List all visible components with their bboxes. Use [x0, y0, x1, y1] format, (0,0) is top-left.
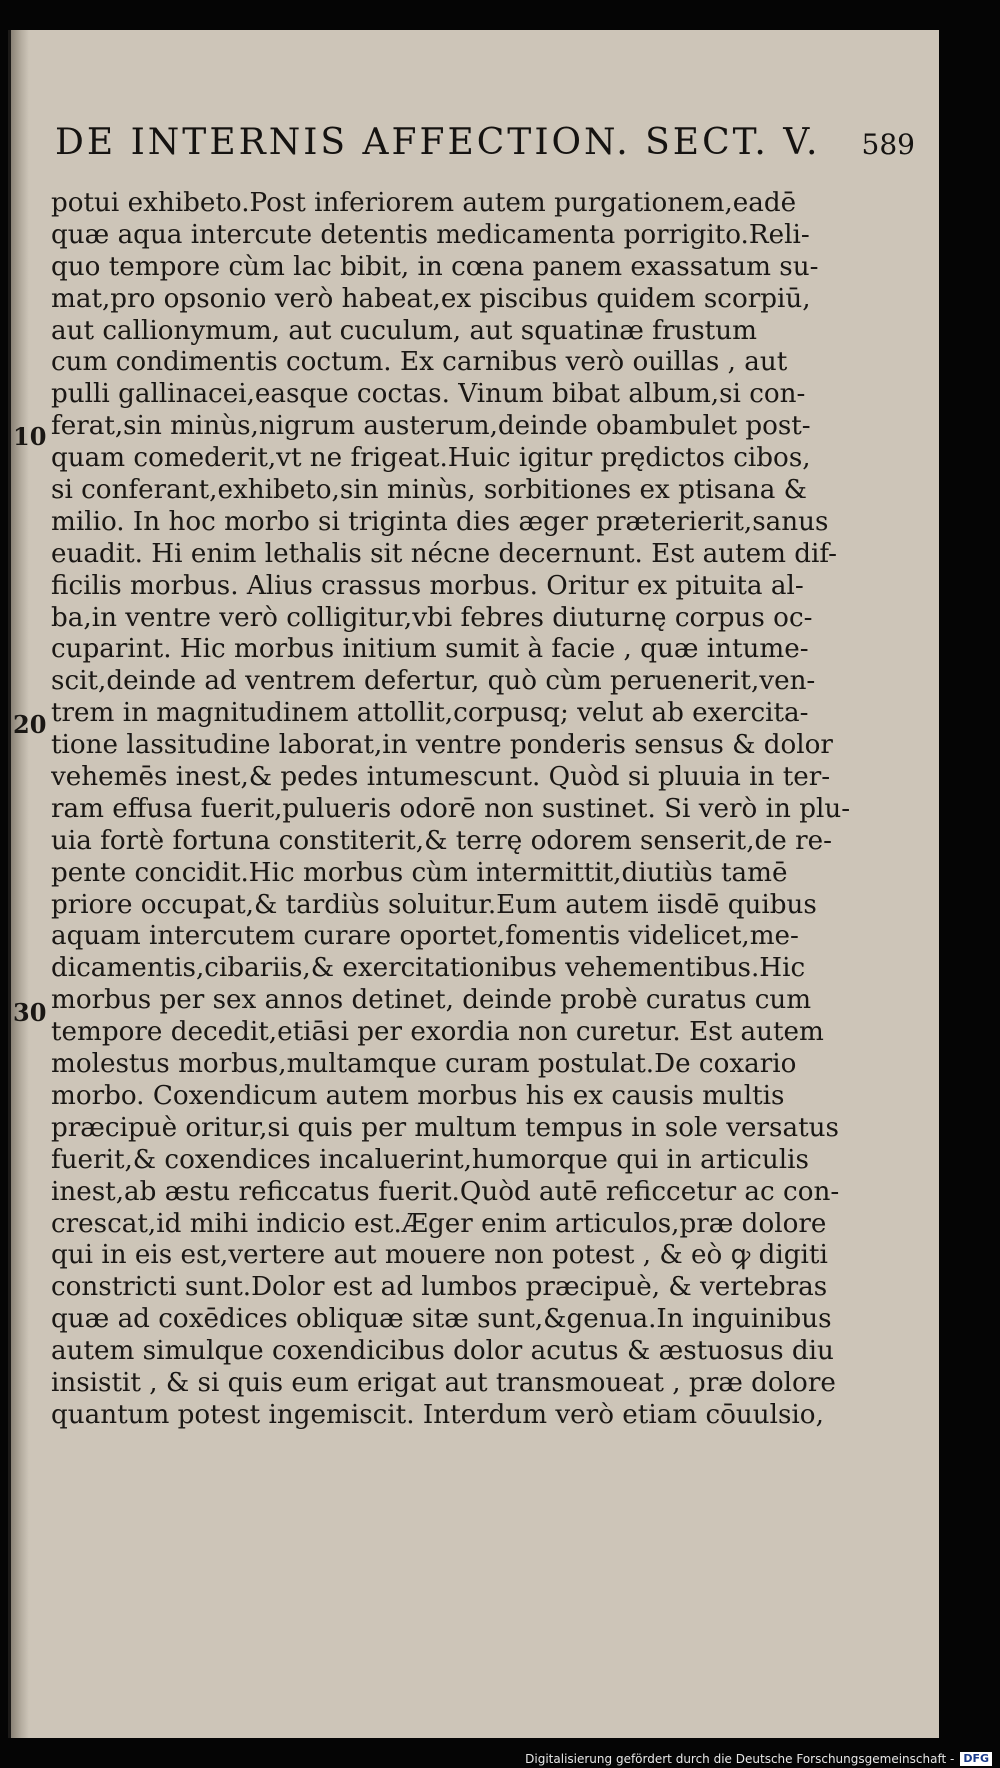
text-line: mat,pro opsonio verò habeat,ex piscibus quidem scorpiū,	[51, 283, 811, 314]
text-line: aquam intercutem curare oportet,fomentis videlicet,me-	[51, 921, 799, 952]
text-line: scit,deinde ad ventrem defertur, quò cùm peruenerit,ven-	[51, 666, 816, 697]
text-line: crescat,id mihi indicio est.Æger enim articulos,præ dolore	[51, 1208, 827, 1239]
text-line: tione lassitudine laborat,in ventre ponderis sensus & dolor	[51, 730, 833, 761]
marginal-line-number: 10	[13, 422, 47, 451]
credit-text: Digitalisierung gefördert durch die Deutsche Forschungsgemeinschaft -	[525, 1752, 955, 1766]
text-line: quæ aqua intercute detentis medicamenta porrigito.Reli-	[51, 219, 810, 250]
text-line: milio. In hoc morbo si triginta dies æger præterierit,sanus	[51, 506, 829, 537]
text-line: quæ ad coxēdices obliquæ sitæ sunt,&genua.In inguinibus	[51, 1304, 832, 1335]
page-number: 589	[861, 128, 915, 161]
text-line: vehemēs inest,& pedes intumescunt. Quòd si pluuia in ter-	[51, 762, 831, 793]
text-line: cuparint. Hic morbus initium sumit à facie , quæ intume-	[51, 634, 809, 665]
text-line: ficilis morbus. Alius crassus morbus. Oritur ex pituita al-	[51, 570, 804, 601]
book-page	[8, 30, 939, 1738]
text-line: potui exhibeto.Post inferiorem autem purgationem,eadē	[51, 188, 797, 218]
text-line: morbus per sex annos detinet, deinde probè curatus cum	[51, 985, 812, 1016]
text-line: trem in magnitudinem attollit,corpusq; velut ab exercita-	[51, 698, 809, 729]
text-line: ferat,sin minùs,nigrum austerum,deinde obambulet post-	[51, 411, 811, 442]
text-line: molestus morbus,multamque curam postulat.De coxario	[51, 1049, 797, 1080]
page-spine-shadow	[11, 30, 29, 1738]
running-header	[55, 122, 915, 182]
digitization-credit	[525, 1752, 992, 1766]
text-line: cum condimentis coctum. Ex carnibus verò ouillas , aut	[51, 347, 788, 378]
text-line: constricti sunt.Dolor est ad lumbos præcipuè, & vertebras	[51, 1272, 828, 1303]
text-line: quo tempore cùm lac bibit, in cœna panem exassatum su-	[51, 251, 819, 282]
text-line: priore occupat,& tardiùs soluitur.Eum autem iisdē quibus	[51, 889, 817, 920]
text-line: fuerit,& coxendices incaluerint,humorque qui in articulis	[51, 1144, 809, 1175]
text-line: si conferant,exhibeto,sin minùs, sorbitiones ex ptisana &	[51, 475, 807, 506]
text-line: tempore decedit,etiāsi per exordia non curetur. Est autem	[51, 1017, 824, 1048]
text-line: euadit. Hi enim lethalis sit nécne decernunt. Est autem dif-	[51, 538, 838, 569]
text-line: pulli gallinacei,easque coctas. Vinum bibat album,si con-	[51, 379, 806, 410]
text-line: morbo. Coxendicum autem morbus his ex causis multis	[51, 1080, 785, 1111]
text-line: ba,in ventre verò colligitur,vbi febres diuturnę corpus oc-	[51, 602, 813, 633]
text-line: præcipuè oritur,si quis per multum tempus in sole versatus	[51, 1112, 839, 1143]
text-line: inest,ab æstu reficcatus fuerit.Quòd autē reficcetur ac con-	[51, 1176, 840, 1207]
text-line: quantum potest ingemiscit. Interdum verò etiam cōuulsio,	[51, 1399, 824, 1430]
text-line: qui in eis est,vertere aut mouere non potest , & eò ꝙ digiti	[51, 1240, 828, 1271]
text-line: autem simulque coxendicibus dolor acutus & æstuosus diu	[51, 1336, 834, 1367]
text-line: pente concidit.Hic morbus cùm intermittit,diutiùs tamē	[51, 857, 788, 888]
text-line: dicamentis,cibariis,& exercitationibus vehementibus.Hic	[51, 953, 806, 984]
dfg-logo: DFG	[960, 1752, 992, 1766]
header-title: DE INTERNIS AFFECTION. SECT. V.	[55, 122, 821, 163]
text-line: aut callionymum, aut cuculum, aut squatinæ frustum	[51, 315, 757, 346]
marginal-line-number: 30	[13, 998, 47, 1027]
text-line: ram effusa fuerit,pulueris odorē non sustinet. Si verò in plu-	[51, 793, 851, 824]
text-line: quam comederit,vt ne frigeat.Huic igitur prędictos cibos,	[51, 443, 811, 474]
marginal-line-number: 20	[13, 710, 47, 739]
text-line: insistit , & si quis eum erigat aut transmoueat , præ dolore	[51, 1367, 836, 1398]
text-line: uia fortè fortuna constiterit,& terrę odorem senserit,de re-	[51, 825, 832, 856]
body-text	[51, 188, 923, 1432]
